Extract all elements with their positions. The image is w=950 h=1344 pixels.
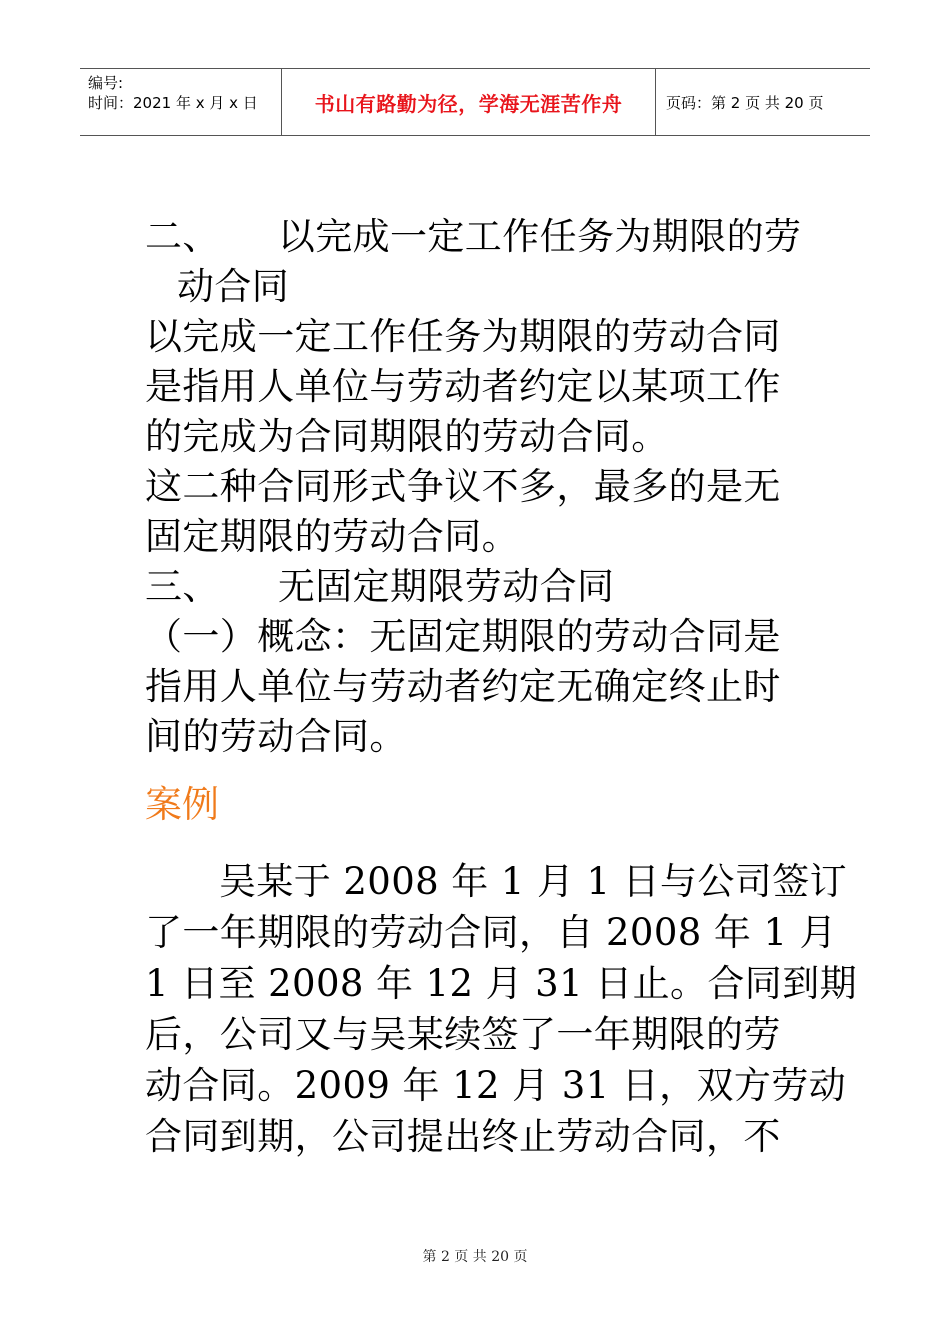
case-line: 吴某于 2008 年 1 月 1 日与公司签订 [219,860,848,903]
page-footer: 第 2 页 共 20 页 [422,1249,528,1265]
section-title: 无固定期限劳动合同 [277,565,615,608]
case-body [145,856,857,1162]
header-motto: 书山有路勤为径，学海无涯苦作舟 [282,69,656,135]
section-number: 二、 [145,215,220,258]
section-title-continued: 动合同 [177,265,290,308]
case-line: 动合同。2009 年 12 月 31 日，双方劳动 [145,1064,847,1107]
case-heading: 案例 [145,783,219,826]
document-number-label: 编号: [88,74,124,92]
section-heading-three [145,562,810,612]
paragraph-line: 固定期限的劳动合同。 [145,515,519,558]
paragraph-line: 以完成一定工作任务为期限的劳动合同 [145,315,781,358]
document-body [145,212,810,762]
paragraph-line: 这二种合同形式争议不多，最多的是无 [145,465,781,508]
paragraph-line: 是指用人单位与劳动者约定以某项工作 [145,365,781,408]
case-line: 合同到期，公司提出终止劳动合同，不 [145,1115,781,1158]
case-line: 1 日至 2008 年 12 月 31 日止。合同到期 [145,962,857,1005]
document-time-label: 时间：2021 年 x 月 x 日 [88,94,258,112]
case-line: 了一年期限的劳动合同，自 2008 年 1 月 [145,911,837,954]
concept-line: 指用人单位与劳动者约定无确定终止时 [145,665,781,708]
case-line: 后，公司又与吴某续签了一年期限的劳 [145,1013,781,1056]
page-header [80,68,870,136]
concept-line: （一）概念：无固定期限的劳动合同是 [145,615,781,658]
paragraph-line: 的完成为合同期限的劳动合同。 [145,415,669,458]
concept-line: 间的劳动合同。 [145,715,407,758]
header-page-info: 页码：第 2 页 共 20 页 [666,93,824,112]
header-meta [80,69,282,135]
section-heading-two [145,212,810,262]
section-title: 以完成一定工作任务为期限的劳 [277,215,802,258]
section-number: 三、 [145,565,220,608]
